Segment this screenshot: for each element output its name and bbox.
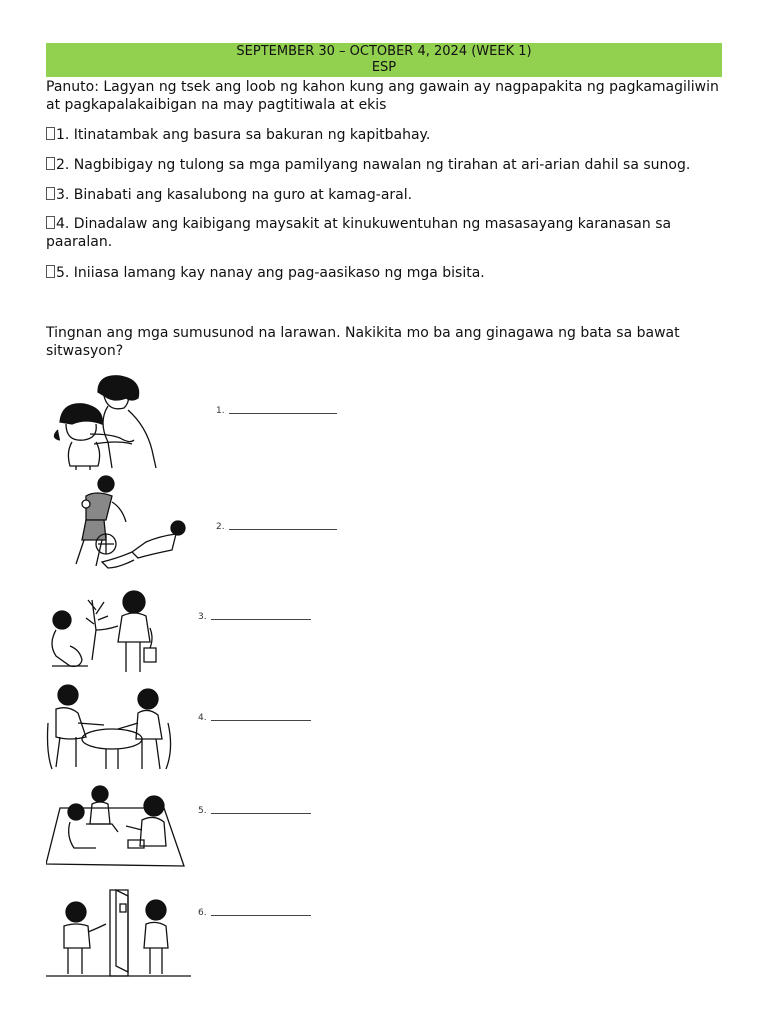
answer-2 <box>216 522 337 532</box>
item-2-text: 2. Nagbibigay ng tulong sa mga pamilyang nawalan ng tirahan at ari-arian dahil sa sunog. <box>56 157 691 173</box>
answer-5 <box>198 806 311 816</box>
answer-4-line[interactable] <box>211 719 311 721</box>
instructions <box>46 78 726 114</box>
picture-4 <box>46 683 207 773</box>
children-on-mat-icon <box>46 784 191 870</box>
answer-6-line[interactable] <box>211 914 311 916</box>
picture-3 <box>46 580 207 678</box>
item-1-text: 1. Itinatambak ang basura sa bakuran ng kapitbahay. <box>56 127 431 143</box>
answer-3-line[interactable] <box>211 618 311 620</box>
picture-1 <box>46 372 225 472</box>
item-4 <box>46 215 726 251</box>
header-date: SEPTEMBER 30 – OCTOBER 4, 2024 (WEEK 1) <box>236 44 532 59</box>
item-3 <box>46 186 726 204</box>
checkbox-icon[interactable] <box>46 216 55 229</box>
answer-5-label: 5. <box>198 806 207 816</box>
answer-3-label: 3. <box>198 612 207 622</box>
children-at-door-icon <box>46 884 191 980</box>
checkbox-icon[interactable] <box>46 127 55 140</box>
item-4-text: 4. Dinadalaw ang kaibigang maysakit at kinukuwentuhan ng masasayang karanasan sa paaralan. <box>46 216 672 250</box>
picture-5 <box>46 784 207 870</box>
worksheet-header <box>46 43 722 77</box>
item-5-text: 5. Iniiasa lamang kay nanay ang pag-aasikaso ng mga bisita. <box>56 265 485 281</box>
checkbox-icon[interactable] <box>46 157 55 170</box>
item-5 <box>46 264 726 282</box>
picture-6 <box>46 884 207 980</box>
instructions-text: Panuto: Lagyan ng tsek ang loob ng kahon kung ang gawain ay nagpapakita ng pagkamagiliwin at pagkapalakaibigan na may pagtitiwala at ekis <box>46 79 719 113</box>
answer-6-label: 6. <box>198 908 207 918</box>
children-at-table-icon <box>46 683 176 773</box>
section2-text: Tingnan ang mga sumusunod na larawan. Nakikita mo ba ang ginagawa ng bata sa bawat sitwasyon? <box>46 325 680 359</box>
answer-1-line[interactable] <box>229 412 337 414</box>
answer-2-label: 2. <box>216 522 225 532</box>
checkbox-icon[interactable] <box>46 265 55 278</box>
item-1 <box>46 126 726 144</box>
planting-tree-icon <box>46 580 176 678</box>
item-3-text: 3. Binabati ang kasalubong na guro at kamag-aral. <box>56 187 413 203</box>
checkbox-icon[interactable] <box>46 187 55 200</box>
answer-4-label: 4. <box>198 713 207 723</box>
answer-6 <box>198 908 311 918</box>
answer-1-label: 1. <box>216 406 225 416</box>
item-2 <box>46 156 726 174</box>
hugging-children-icon <box>46 372 166 472</box>
header-subject: ESP <box>371 60 397 75</box>
helping-fallen-child-icon <box>46 474 191 574</box>
answer-3 <box>198 612 311 622</box>
picture-2 <box>46 474 225 574</box>
answer-5-line[interactable] <box>211 812 311 814</box>
section2-prompt <box>46 324 726 360</box>
answer-4 <box>198 713 311 723</box>
answer-2-line[interactable] <box>229 528 337 530</box>
answer-1 <box>216 406 337 416</box>
